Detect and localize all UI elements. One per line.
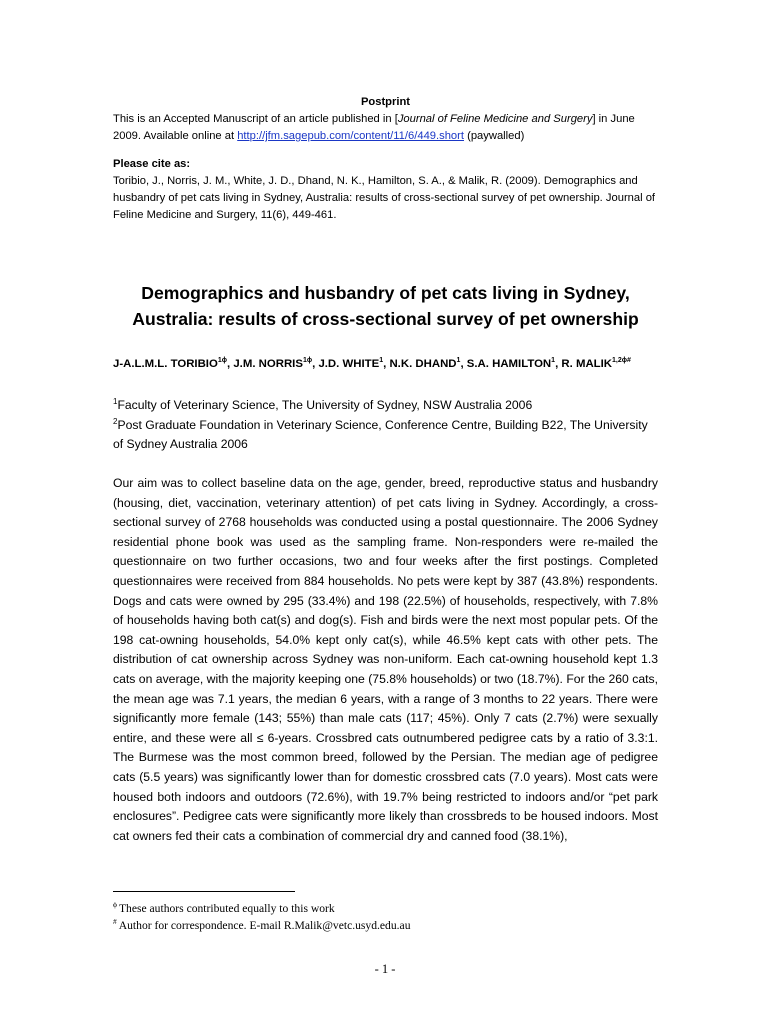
footnote-item [113,917,658,934]
article-link[interactable]: http://jfm.sagepub.com/content/11/6/449.short [237,130,464,142]
postprint-label: Postprint [360,96,411,108]
footnote-divider [113,891,295,892]
footnote-mark: # [113,917,117,927]
affiliation-item [113,396,658,416]
affiliations [113,396,658,455]
author-name: J.M. NORRIS [233,358,303,370]
page-number: - 1 - [374,962,396,976]
citation-text: Toribio, J., Norris, J. M., White, J. D., Dhand, N. K., Hamilton, S. A., & Malik, R. (2009). Demographics and husbandry of pet cats living in Sydney, Australia: results of cross-sectional survey of pet ownership. Journal of Feline Medicine and Surgery, 11(6), 449-461. [113,175,656,221]
author-name: S.A. HAMILTON [466,358,552,370]
abstract-paragraph: Our aim was to collect baseline data on the age, gender, breed, reproductive status and husbandry (housing, diet, vaccination, veterinary attention) of pet cats living in Sydney. Accordingly, a cross-sectional survey of 2768 households was conducted using a postal questionnaire. The 2006 Sydney residential phone book was used as the sampling frame. Non-responders were re-mailed the questionnaire on two further occasions, two and four weeks after the first postings. Completed questionnaires were received from 884 households. No pets were kept by 387 (43.8%) respondents. Dogs and cats were owned by 295 (33.4%) and 198 (22.5%) of households, respectively, with 7.8% of households having both cat(s) and dog(s). Fish and birds were the next most popular pets. Of the 198 cat-owning households, 54.0% kept only cat(s), while 46.5% kept cats with other pets. The distribution of cat ownership across Sydney was non-uniform. Each cat-owning household kept 1.3 cats on average, with the majority keeping one (75.8% households) or two (18.7%). For the 260 cats, the mean age was 7.1 years, the median 6 years, with a range of 3 months to 22 years. There were significantly more female (143; 55%) than male cats (117; 45%). Only 7 cats (2.7%) were sexually entire, and these were all ≤ 6-years. Crossbred cats outnumbered pedigree cats by a ratio of 3.3:1. The Burmese was the most common breed, followed by the Persian. The median age of pedigree cats (5.5 years) was significantly lower than for domestic crossbred cats (7.0 years). Most cats were housed both indoors and outdoors (72.6%), with 19.7% being restricted to indoors and/or “pet park enclosures”. Pedigree cats were significantly more likely than crossbreds to be housed indoors. Most cat owners fed their cats a combination of commercial dry and canned food (38.1%), [113,476,658,843]
postprint-header [113,94,658,224]
journal-name: Journal of Feline Medicine and Surgery [397,113,593,125]
paper-title: Demographics and husbandry of pet cats living in Sydney, Australia: results of cross-sectional survey of pet ownership [132,283,639,329]
author-separator: , [555,358,562,370]
author-name: J-A.L.M.L. TORIBIO [113,358,218,370]
footnotes [113,900,658,934]
affiliation-text: Post Graduate Foundation in Veterinary Science, Conference Centre, Building B22, The University of Sydney Australia 2006 [113,417,648,451]
affiliation-number: 2 [113,416,118,426]
author-affiliation-mark: 1,2ϕ# [612,357,631,365]
affiliation-number: 1 [113,396,118,406]
author-affiliation-mark: 1ϕ [217,357,227,365]
cite-label: Please cite as: [113,158,191,170]
author-separator: , [226,358,234,370]
manuscript-suffix: ] in June 2009. Available online at [113,113,635,142]
author-affiliation-mark: 1 [456,357,461,365]
author-name: R. MALIK [561,358,613,370]
author-affiliation-mark: 1ϕ [302,357,313,365]
author-name: J.D. WHITE [318,358,380,370]
author-separator: , [383,358,390,370]
affiliation-item [113,416,658,455]
paywall-note: (paywalled) [464,130,525,142]
footnote-mark: ϕ [113,900,117,910]
author-name: N.K. DHAND [389,358,457,370]
author-affiliation-mark: 1 [551,357,556,365]
footnote-text: These authors contributed equally to this work [118,902,335,915]
footnote-item [113,900,658,917]
affiliation-text: Faculty of Veterinary Science, The University of Sydney, NSW Australia 2006 [117,398,533,412]
author-separator: , [312,358,319,370]
author-affiliation-mark: 1 [379,357,384,365]
author-list [113,356,673,372]
manuscript-prefix: This is an Accepted Manuscript of an article published in [ [113,113,398,125]
footnote-text: Author for correspondence. E-mail R.Malik@vetc.usyd.edu.au [118,919,411,932]
manuscript-notice [113,111,658,145]
author-separator: , [460,358,467,370]
